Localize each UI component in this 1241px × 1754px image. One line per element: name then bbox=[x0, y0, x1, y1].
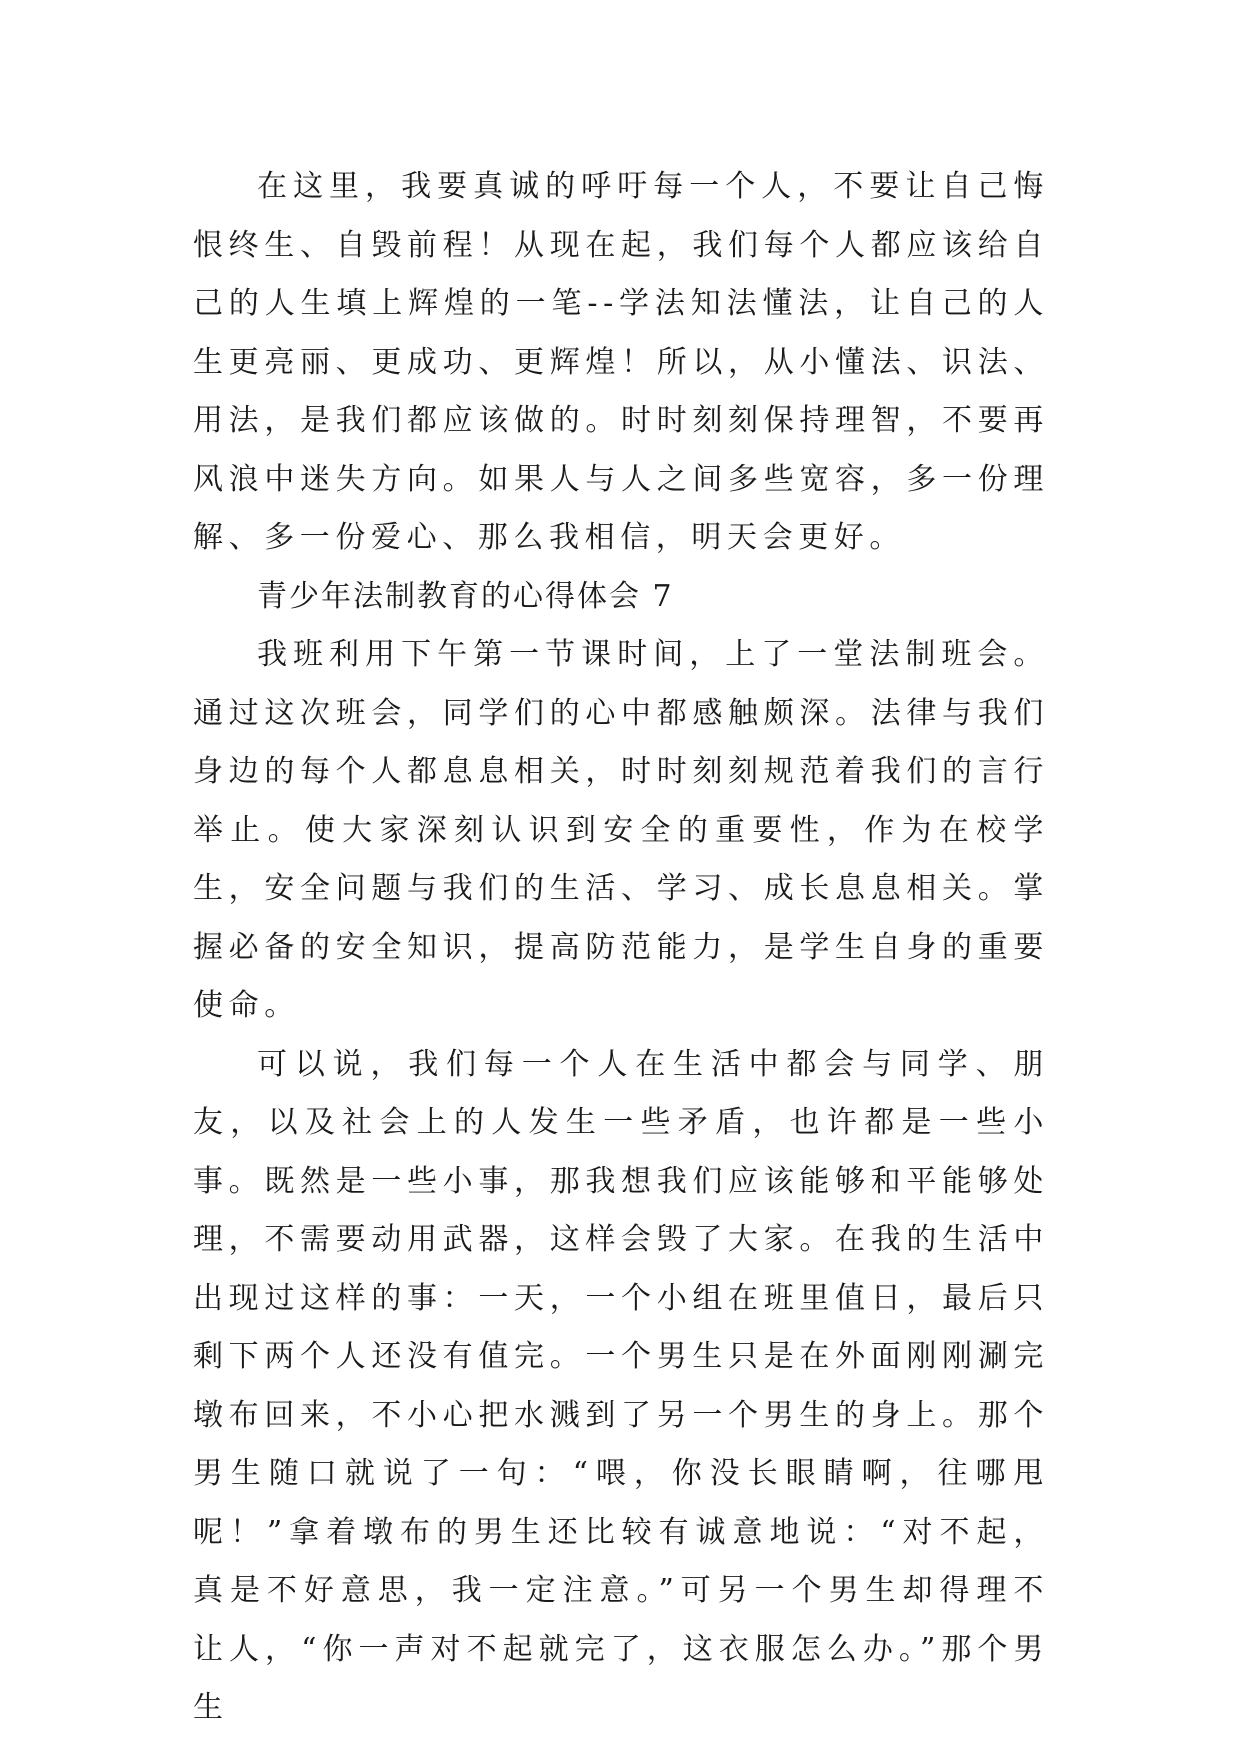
body-paragraph: 可以说，我们每一个人在生活中都会与同学、朋友，以及社会上的人发生一些矛盾，也许都是一些小事。既然是一些小事，那我想我们应该能够和平能够处理，不需要动用武器，这样会毁了大家。在我的生活中出现过这样的事：一天，一个小组在班里值日，最后只剩下两个人还没有值完。一个男生只是在外面刚刚涮完墩布回来，不小心把水溅到了另一个男生的身上。那个男生随口就说了一句：“喂，你没长眼睛啊，往哪甩呢！”拿着墩布的男生还比较有诚意地说：“对不起，真是不好意思，我一定注意。”可另一个男生却得理不让人，“你一声对不起就完了，这衣服怎么办。”那个男生 bbox=[193, 1046, 1049, 1725]
body-paragraph: 我班利用下午第一节课时间，上了一堂法制班会。通过这次班会，同学们的心中都感触颇深。法律与我们身边的每个人都息息相关，时时刻刻规范着我们的言行举止。使大家深刻认识到安全的重要性，作为在校学生，安全问题与我们的生活、学习、成长息息相关。掌握必备的安全知识，提高防范能力，是学生自身的重要使命。 bbox=[193, 637, 1049, 1023]
body-paragraph: 在这里，我要真诚的呼吁每一个人，不要让自己悔恨终生、自毁前程！从现在起，我们每个人都应该给自己的人生填上辉煌的一笔--学法知法懂法，让自己的人生更亮丽、更成功、更辉煌！所以，从小懂法、识法、用法，是我们都应该做的。时时刻刻保持理智，不要再风浪中迷失方向。如果人与人之间多些宽容，多一份理解、多一份爱心、那么我相信，明天会更好。 bbox=[193, 169, 1049, 555]
document-page bbox=[193, 158, 1049, 1738]
section-heading: 青少年法制教育的心得体会 7 bbox=[257, 578, 674, 614]
